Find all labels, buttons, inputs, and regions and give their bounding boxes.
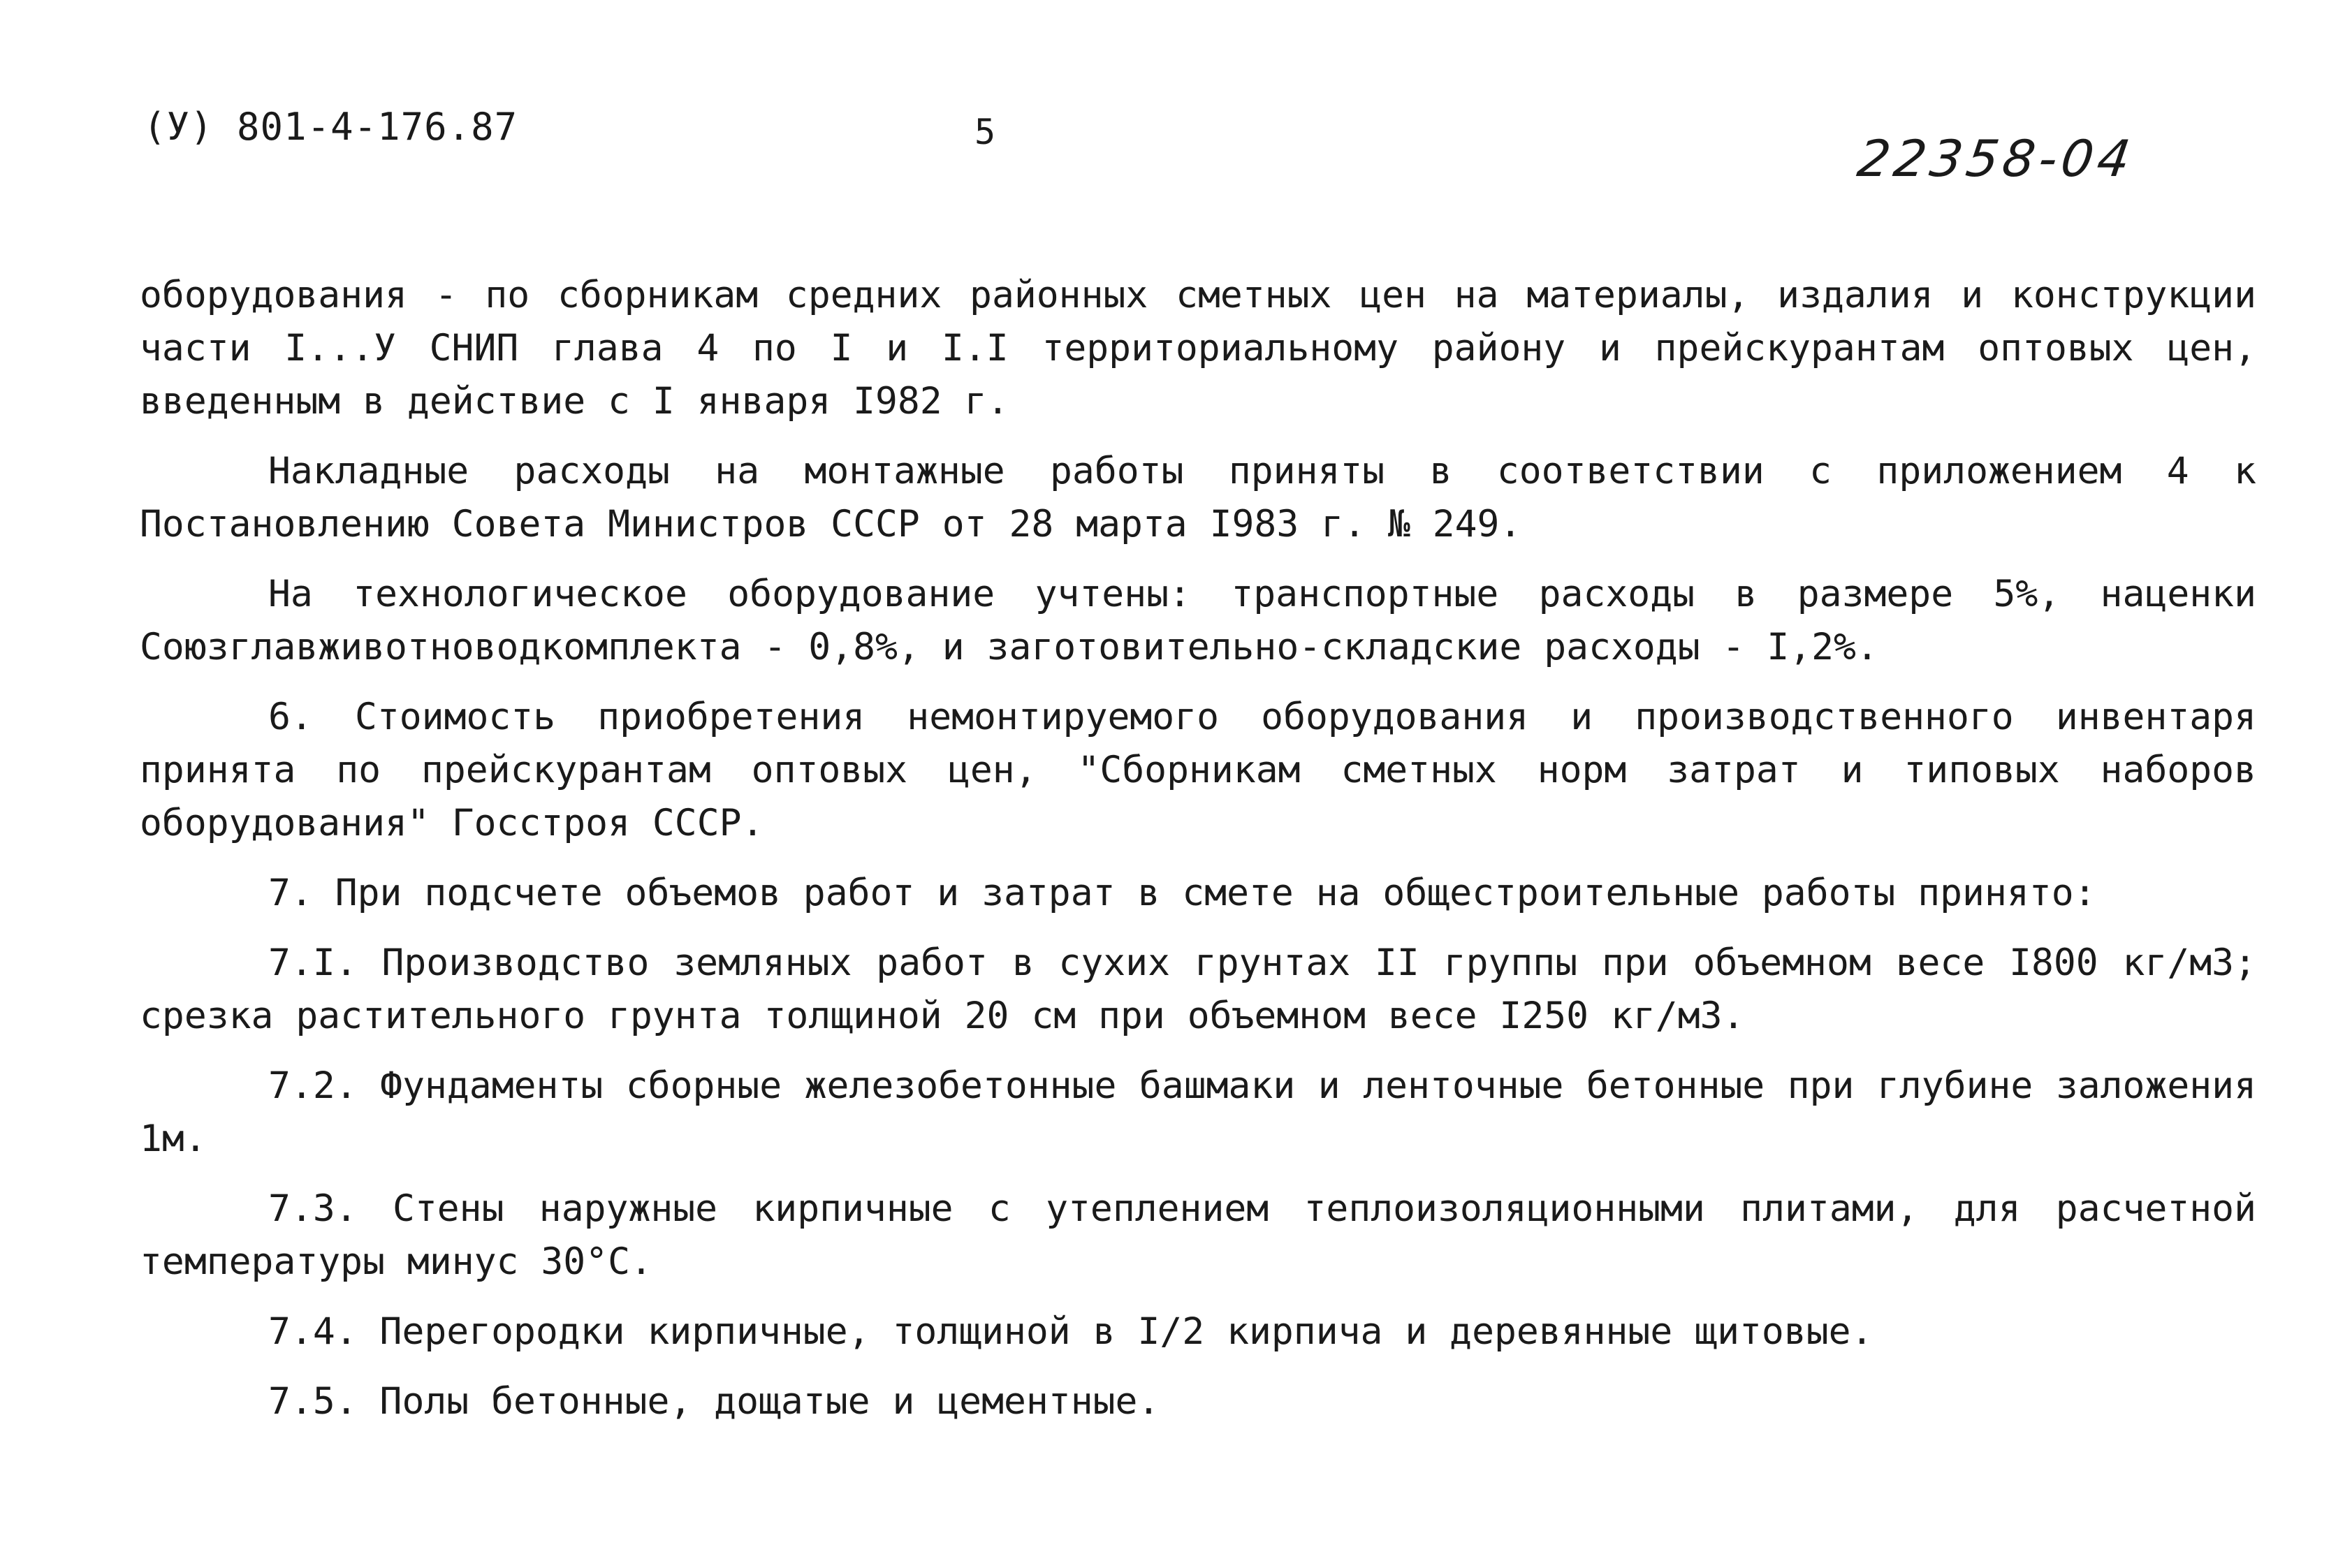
page-number: 5 xyxy=(974,112,996,152)
paragraph-5: 7. При подсчете объемов работ и затрат в смете на общестроительные работы принято: xyxy=(268,872,2096,914)
paragraph-2: Накладные расходы на монтажные работы приняты в соответствии с приложением 4 к Постановлению Совета Министров СССР от 28 марта I983 г. № 249. xyxy=(140,450,2256,545)
paragraph-9: 7.4. Перегородки кирпичные, толщиной в I/2 кирпича и деревянные щитовые. xyxy=(268,1310,1873,1353)
doc-number: 22358-04 xyxy=(1854,129,2138,188)
paragraph-1: оборудования - по сборникам средних районных сметных цен на материалы, издалия и конструкции части I...У СНИП глава 4 по I и I.I территориальному району и прейскурантам оптовых цен, введенным в действие с I января I982 г. xyxy=(140,274,2256,423)
paragraph-6: 7.I. Производство земляных работ в сухих грунтах II группы при объемном весе I800 кг/м3; срезка растительного грунта толщиной 20 см при объемном весе I250 кг/м3. xyxy=(140,941,2256,1037)
body-text xyxy=(140,269,2256,1445)
paragraph-8: 7.3. Стены наружные кирпичные с утеплением теплоизоляционными плитами, для расчетной температуры минус 30°С. xyxy=(140,1187,2256,1283)
paragraph-7: 7.2. Фундаменты сборные железобетонные башмаки и ленточные бетонные при глубине заложения 1м. xyxy=(140,1064,2256,1160)
header-code: (У) 801-4-176.87 xyxy=(143,105,518,149)
paragraph-4: 6. Стоимость приобретения немонтируемого оборудования и производственного инвентаря принята по прейскурантам оптовых цен, "Сборникам сметных норм затрат и типовых наборов оборудования" Госстроя СССР. xyxy=(140,696,2256,844)
paragraph-3: На технологическое оборудование учтены: транспортные расходы в размере 5%, наценки Союзглавживотноводкомплекта - 0,8%, и заготовительно-складские расходы - I,2%. xyxy=(140,573,2256,668)
paragraph-10: 7.5. Полы бетонные, дощатые и цементные. xyxy=(268,1380,1160,1423)
